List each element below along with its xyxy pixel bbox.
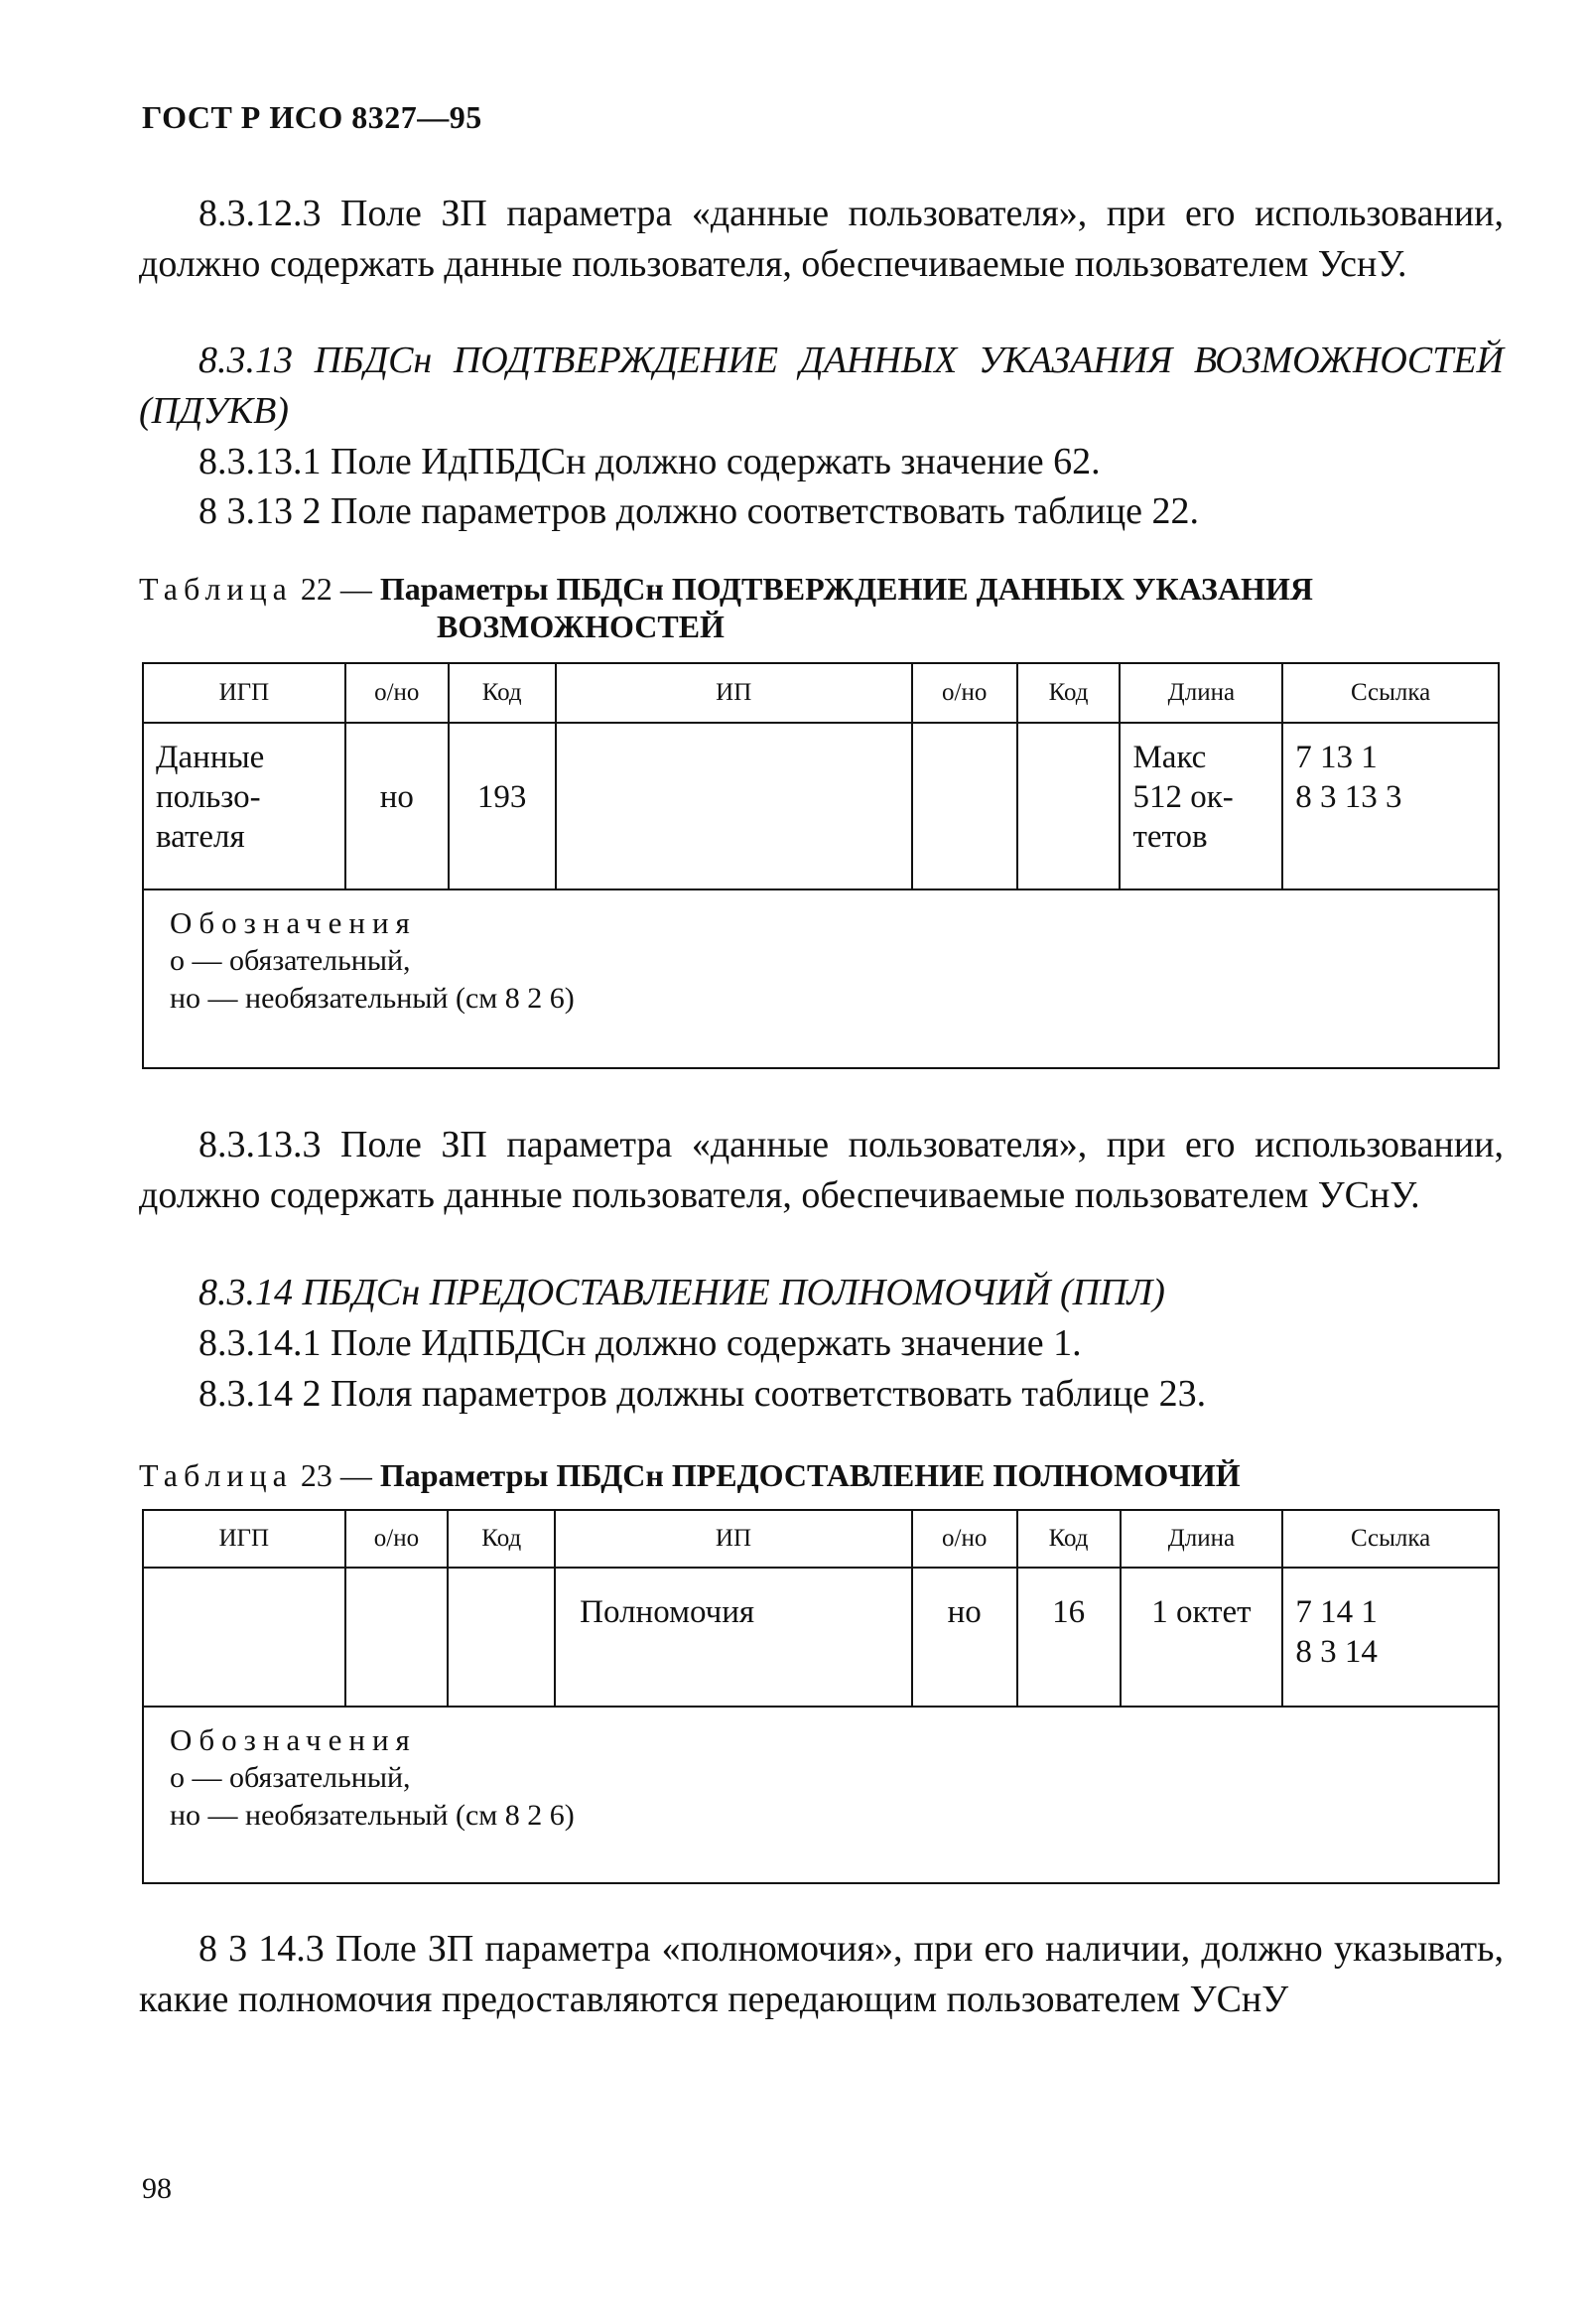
paragraph-text: 8 3 14.3 Поле ЗП параметра «полномочия», при его наличии, должно указывать, какие полномочия предоставляются передающим пользователем УСнУ xyxy=(139,1928,1504,2020)
paragraph-8-3-13-1 xyxy=(139,437,1504,487)
cell-value xyxy=(449,1569,554,1596)
cell-line: Данные xyxy=(156,740,265,775)
cell-reference xyxy=(1282,723,1499,889)
table-notes-row xyxy=(143,1707,1499,1883)
cell-kod xyxy=(448,1568,555,1707)
note-line: но — необязательный (см 8 2 6) xyxy=(170,982,575,1015)
cell-kod xyxy=(449,723,556,889)
paragraph-8-3-13-2 xyxy=(139,486,1504,537)
caption-label: Таблица xyxy=(139,571,293,607)
cell-value: 193 xyxy=(476,779,527,815)
table-header-row xyxy=(143,663,1499,723)
paragraph-text: 8.3.13.3 Поле ЗП параметра «данные пользователя», при его использовании, должно содержать данные пользователя, обеспечиваемые пользователем УСнУ. xyxy=(139,1124,1504,1216)
cell-ip xyxy=(555,1568,912,1707)
cell-igp xyxy=(143,1568,345,1707)
section-heading-8-3-14 xyxy=(139,1268,1504,1318)
caption-number: 23 — xyxy=(300,1457,372,1493)
cell-value: но xyxy=(947,1594,982,1630)
cell-ip xyxy=(556,723,912,889)
table-23-caption xyxy=(139,1457,1241,1493)
cell-kod-2 xyxy=(1017,1568,1121,1707)
heading-text: 8.3.14 ПБДСн ПРЕДОСТАВЛЕНИЕ ПОЛНОМОЧИЙ (ППЛ) xyxy=(198,1272,1165,1313)
cell-value xyxy=(144,1569,344,1596)
column-header: Длина xyxy=(1120,663,1282,723)
cell-line: 8 3 13 3 xyxy=(1295,779,1402,815)
cell-ono xyxy=(345,723,449,889)
table-notes-row xyxy=(143,889,1499,1068)
column-header: ИП xyxy=(555,1510,912,1568)
section-heading-8-3-13 xyxy=(139,336,1504,437)
table-row xyxy=(143,1568,1499,1707)
paragraph-text: 8.3.14.1 Поле ИдПБДСн должно содержать значение 1. xyxy=(198,1322,1082,1364)
column-header: Ссылка xyxy=(1282,1510,1499,1568)
paragraph-8-3-14-1 xyxy=(139,1318,1504,1369)
table-notes xyxy=(143,889,1499,1068)
cell-ono-2 xyxy=(912,1568,1017,1707)
paragraph-8-3-13-3 xyxy=(139,1120,1504,1221)
paragraph-8-3-14-3 xyxy=(139,1924,1504,2025)
table-row xyxy=(143,723,1499,889)
caption-number: 22 — xyxy=(300,571,372,607)
paragraph-text: 8.3.14 2 Поля параметров должны соответствовать таблице 23. xyxy=(198,1373,1207,1415)
cell-value xyxy=(346,1569,448,1596)
cell-line: Макс xyxy=(1132,740,1207,775)
column-header: о/но xyxy=(912,1510,1017,1568)
notes-title: Обозначения xyxy=(170,1722,417,1757)
cell-line: 7 14 1 xyxy=(1295,1594,1378,1630)
notes-title: Обозначения xyxy=(170,905,417,940)
note-line: но — необязательный (см 8 2 6) xyxy=(170,1799,575,1832)
cell-value xyxy=(1018,724,1120,752)
caption-title: Параметры ПБДСн ПРЕДОСТАВЛЕНИЕ ПОЛНОМОЧИЙ xyxy=(379,1457,1241,1493)
cell-length xyxy=(1121,1568,1283,1707)
cell-value: 16 xyxy=(1052,1594,1086,1630)
paragraph-8-3-12-3 xyxy=(139,189,1504,290)
paragraph-8-3-14-2 xyxy=(139,1369,1504,1420)
column-header: о/но xyxy=(912,663,1017,723)
column-header: Длина xyxy=(1121,1510,1283,1568)
table-22 xyxy=(142,662,1500,1069)
table-23 xyxy=(142,1509,1500,1884)
column-header: ИГП xyxy=(143,1510,345,1568)
note-line: о — обязательный, xyxy=(170,1761,411,1794)
table-header-row xyxy=(143,1510,1499,1568)
caption-title-line-2: ВОЗМОЖНОСТЕЙ xyxy=(437,609,725,644)
cell-value: Полномочия xyxy=(580,1594,755,1630)
paragraph-text: 8.3.12.3 Поле ЗП параметра «данные пользователя», при его использовании, должно содержать данные пользователя, обеспечиваемые пользователем УснУ. xyxy=(139,193,1504,285)
cell-line: 512 ок- xyxy=(1132,779,1234,815)
cell-reference xyxy=(1282,1568,1499,1707)
column-header: о/но xyxy=(345,1510,449,1568)
column-header: Код xyxy=(1017,1510,1121,1568)
cell-line: вателя xyxy=(156,819,245,855)
cell-value xyxy=(557,724,911,752)
cell-line: тетов xyxy=(1132,819,1208,855)
note-line: о — обязательный, xyxy=(170,944,411,977)
cell-value: 1 октет xyxy=(1151,1594,1252,1630)
cell-igp xyxy=(143,723,345,889)
cell-value xyxy=(913,724,1016,752)
paragraph-text: 8.3.13.1 Поле ИдПБДСн должно содержать значение 62. xyxy=(198,441,1101,482)
cell-length xyxy=(1120,723,1282,889)
paragraph-text: 8 3.13 2 Поле параметров должно соответствовать таблице 22. xyxy=(198,490,1200,532)
table-notes xyxy=(143,1707,1499,1883)
column-header: ИГП xyxy=(143,663,345,723)
column-header: ИП xyxy=(556,663,912,723)
heading-text: 8.3.13 ПБДСн ПОДТВЕРЖДЕНИЕ ДАННЫХ УКАЗАНИЯ ВОЗМОЖНОСТЕЙ (ПДУКВ) xyxy=(139,340,1504,432)
cell-ono xyxy=(345,1568,449,1707)
column-header: Код xyxy=(449,663,556,723)
cell-line: пользо- xyxy=(156,779,261,815)
document-header: ГОСТ Р ИСО 8327—95 xyxy=(142,99,482,135)
cell-line: 7 13 1 xyxy=(1295,740,1378,775)
table-22-caption xyxy=(139,571,1313,607)
table-22-caption-continued xyxy=(437,609,725,644)
column-header: Ссылка xyxy=(1282,663,1499,723)
cell-kod-2 xyxy=(1017,723,1121,889)
column-header: о/но xyxy=(345,663,449,723)
cell-line: 8 3 14 xyxy=(1295,1634,1378,1670)
column-header: Код xyxy=(1017,663,1121,723)
column-header: Код xyxy=(448,1510,555,1568)
page-number: 98 xyxy=(142,2172,172,2205)
caption-label: Таблица xyxy=(139,1457,293,1493)
caption-title-line-1: Параметры ПБДСн ПОДТВЕРЖДЕНИЕ ДАННЫХ УКАЗАНИЯ xyxy=(379,571,1313,607)
cell-value: но xyxy=(379,779,414,815)
cell-ono-2 xyxy=(912,723,1017,889)
